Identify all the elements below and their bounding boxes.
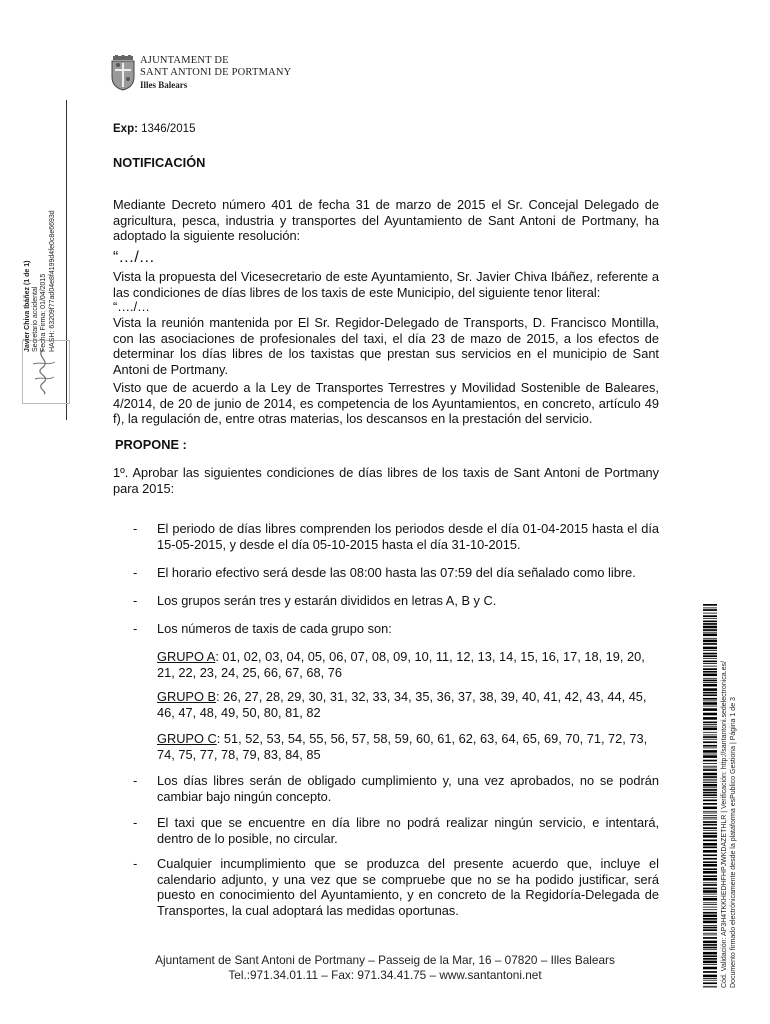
group-c [157,731,659,762]
exp-value: 1346/2015 [137,123,196,135]
bullet-text: Cualquier incumplimiento que se produzca del presente acuerdo que, incluye el calendario adjunto, y una vez que se compruebe que no se ha podido justificar, será puesto en conocimiento del Ayuntamiento, y en concreto de la Regidoría-Delegada de Transportes, la cual adoptará las medidas oportunas. [157,856,659,918]
page-footer [0,953,770,983]
bullet-dash: - [133,621,138,636]
group-c-numbers-2: 74, 75, 77, 78, 79, 83, 84, 85 [157,746,321,762]
group-c-label: GRUPO C [157,731,217,746]
bullet-text: Los números de taxis de cada grupo son: [157,621,392,636]
page-title: NOTIFICACIÓN [113,155,206,170]
intro-paragraph: Mediante Decreto número 401 de fecha 31 de marzo de 2015 el Sr. Concejal Delegado de agricultura, pesca, industria y transportes del Ayuntamiento de Sant Antoni de Portmany, ha adoptado la siguiente resolución: [113,197,659,243]
group-a-numbers-1: : 01, 02, 03, 04, 05, 06, 07, 08, 09, 10, 11, 12, 13, 14, 15, 16, 17, 18, 19, 20, [215,649,645,664]
validation-platform: Documento firmado electrónicamente desde la plataforma esPublico Gestiona | Página 1 de 3 [730,697,737,988]
validation-info [720,628,738,988]
signature-hash: HASH: 63209f77ad04e8f4199d4fe0c8e6693d [48,210,56,352]
bullet-dash: - [133,815,138,830]
bullet-text: El horario efectivo será desde las 08:00 hasta las 07:59 del día señalado como libre. [157,565,636,580]
group-b-numbers-1: : 26, 27, 28, 29, 30, 31, 32, 33, 34, 35, 36, 37, 38, 39, 40, 41, 42, 43, 44, 45, [216,689,647,704]
footer-address: Ajuntament de Sant Antoni de Portmany – Passeig de la Mar, 16 – 07820 – Illes Balears [155,953,615,967]
exp-label: Exp: [113,123,138,135]
bullet-dash: - [133,856,138,871]
quote-inner: “…./… [113,299,150,314]
signature-date: Fecha Firma: 01/04/2015 [40,273,48,352]
signature-info [24,182,57,352]
bullet-dash: - [133,773,138,788]
bullet-dash: - [133,565,138,580]
org-line-1: AJUNTAMENT DE [140,55,229,66]
footer-contact: Tel.:971.34.01.11 – Fax: 971.34.41.75 – www.santantoni.net [228,968,542,982]
vista-paragraph-2: Vista la reunión mantenida por El Sr. Regidor-Delegado de Transports, D. Francisco Montilla, con las asociaciones de profesionales del taxi, el día 23 de mazo de 2015, a los efectos de determinar los días libres de los taxistas que prestan sus servicios en el municipio de Sant Antoni de Portmany. [113,315,659,377]
group-a-numbers-2: 21, 22, 23, 24, 25, 66, 67, 68, 76 [157,664,342,680]
organization-name [140,55,291,91]
bullet-dash: - [133,521,138,536]
aprobar-paragraph: 1º. Aprobar las siguientes condiciones de días libres de los taxis de Sant Antoni de Portmany para 2015: [113,465,659,496]
vista-paragraph-1: Vista la propuesta del Vicesecretario de este Ayuntamiento, Sr. Javier Chiva Ibáñez, referente a las condiciones de días libres de los taxis de este Municipio, del siguiente tenor literal: [113,269,659,300]
bullet-text: Los días libres serán de obligado cumplimiento y, una vez aprobados, no se podrán cambiar bajo ningún concepto. [157,773,659,804]
signer-role: Secretario accidental [32,286,40,352]
validation-code: Cód. Validación: AP3H4TKKHEDHFHPJWKDAZETHLR | Verificación: http://santantoni.sedelectronica.es/ [721,661,728,988]
barcode-icon [703,604,717,988]
group-b-label: GRUPO B [157,689,217,704]
signer-name: Javier Chiva Ibáñez (1 de 1) [24,260,31,352]
group-b-numbers-2: 46, 47, 48, 49, 50, 80, 81, 82 [157,704,321,720]
visto-paragraph: Visto que de acuerdo a la Ley de Transportes Terrestres y Movilidad Sostenible de Baleares, 4/2014, de 20 de junio de 2014, es competencia de los Ayuntamientos, en concreto, artículo 49 f), la regulación de, entre otras materias, los descansos en la prestación del servicio. [113,380,659,426]
bullet-text: Los grupos serán tres y estarán divididos en letras A, B y C. [157,593,497,608]
expedient-number [113,122,659,138]
bullet-text: El periodo de días libres comprenden los periodos desde el día 01-04-2015 hasta el día 15-05-2015, y desde el día 05-10-2015 hasta el día 31-10-2015. [157,521,659,552]
group-a [157,649,659,680]
coat-of-arms-icon [110,55,136,91]
quote-open: “…/… [113,249,155,266]
bullet-dash: - [133,593,138,608]
group-a-label: GRUPO A [157,649,216,664]
org-line-3: Illes Balears [140,80,188,90]
org-line-2: SANT ANTONI DE PORTMANY [140,67,292,78]
bullet-text: El taxi que se encuentre en día libre no podrá realizar ningún servicio, e intentará, dentro de lo posible, no circular. [157,815,659,846]
header-logo [110,53,310,95]
handwritten-signature-icon [26,346,62,396]
propone-heading: PROPONE : [115,437,187,452]
group-b [157,689,659,720]
group-c-numbers-1: : 51, 52, 53, 54, 55, 56, 57, 58, 59, 60, 61, 62, 63, 64, 65, 69, 70, 71, 72, 73, [216,731,648,746]
